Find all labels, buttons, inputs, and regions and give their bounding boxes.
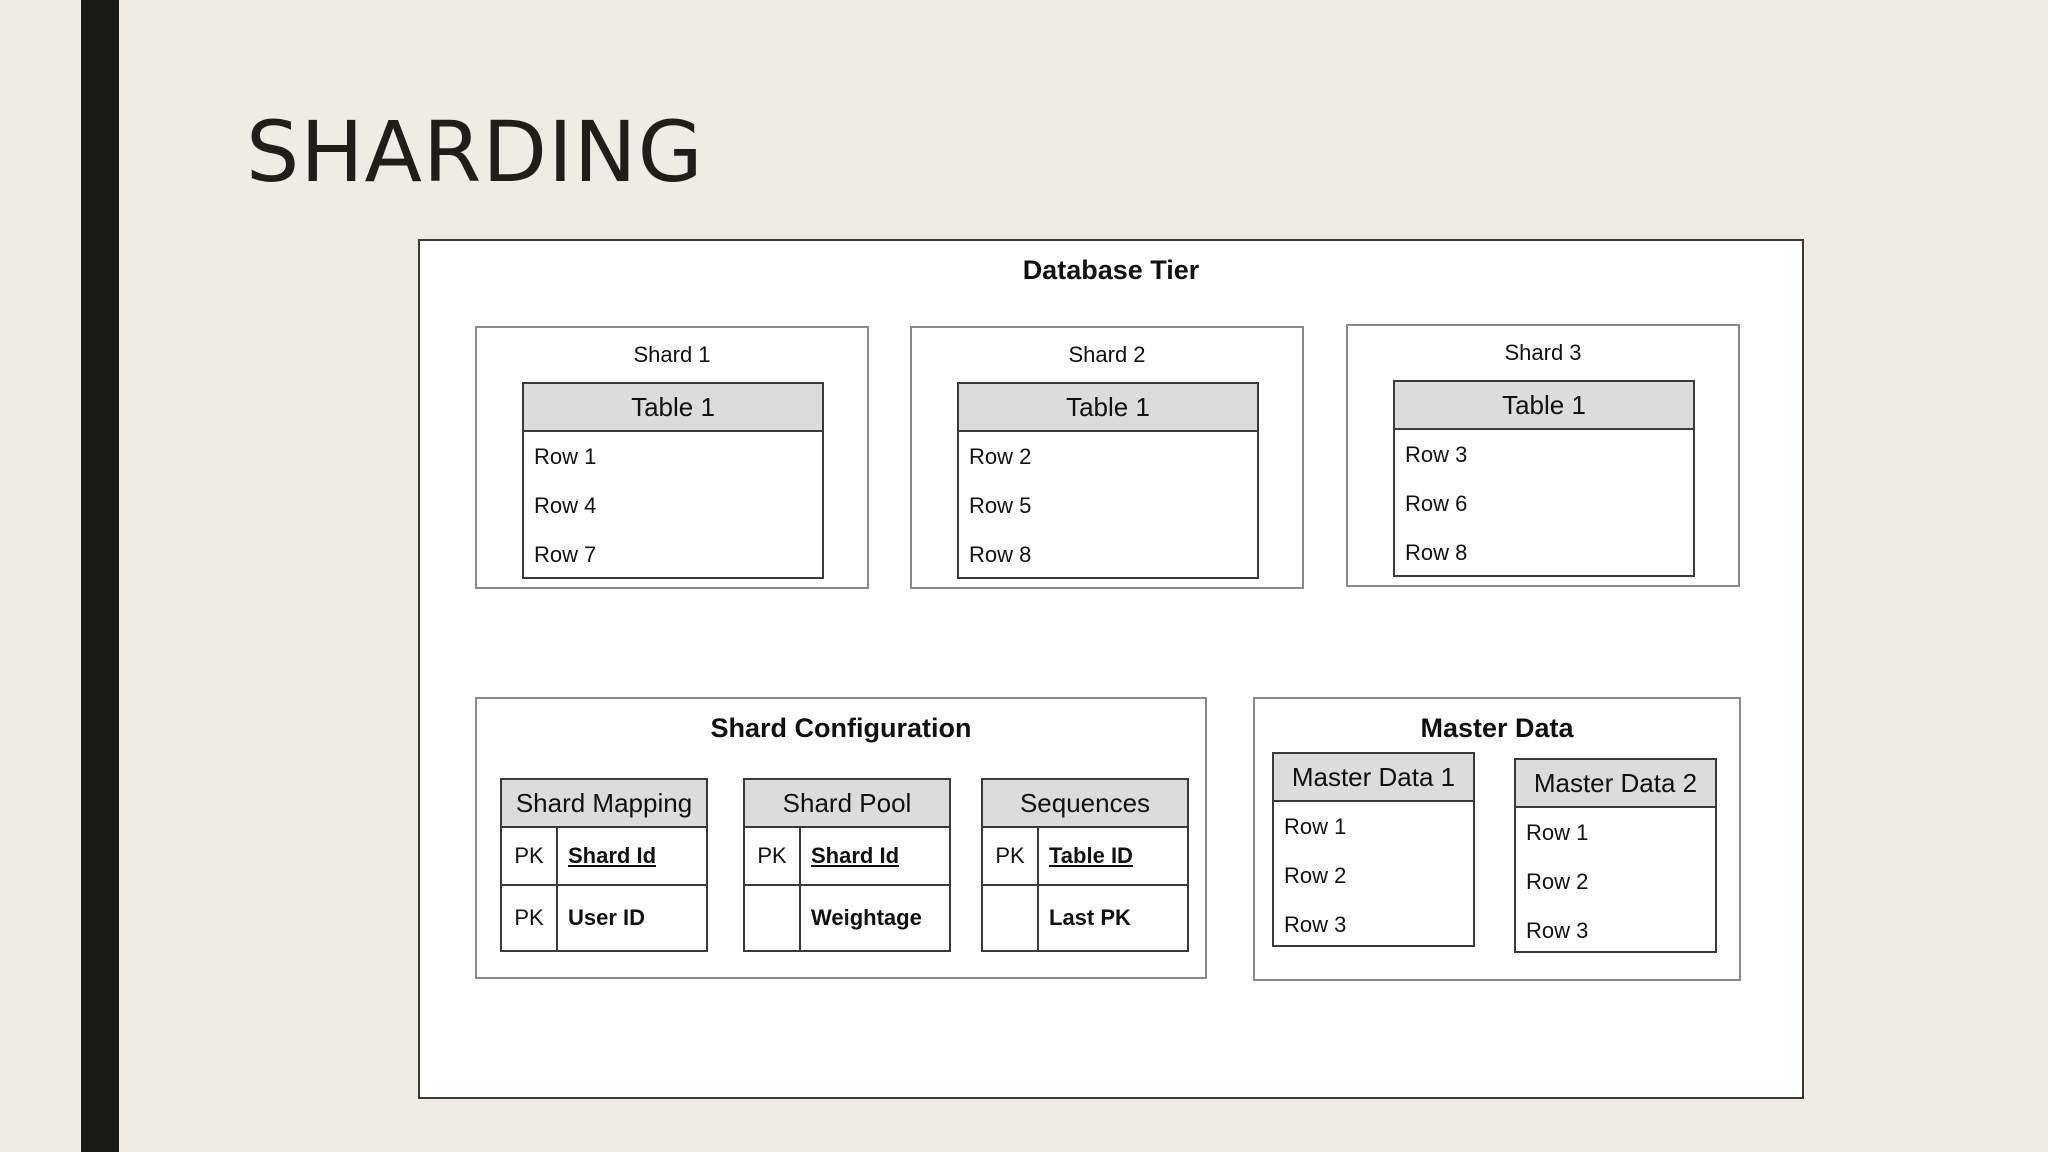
shard-mapping-entity: [500, 778, 708, 952]
entity-key: [983, 886, 1039, 950]
table-row: Row 1: [534, 443, 597, 469]
table-header: Table 1: [1395, 382, 1693, 430]
table-row: Row 8: [969, 541, 1032, 567]
database-tier-title: Database Tier: [1022, 255, 1200, 285]
entity-field: Last PK: [1049, 905, 1131, 930]
shard-2-box: [910, 326, 1304, 589]
shard-label: Shard 1: [633, 342, 711, 367]
table-row: Row 6: [1405, 490, 1468, 516]
table-row: Row 3: [1405, 441, 1468, 467]
table-row: Row 5: [969, 492, 1032, 518]
slide-side-bar: [81, 0, 119, 1152]
entity-row: [502, 884, 706, 950]
table-row: Row 1: [1284, 813, 1347, 839]
table-header: Table 1: [524, 384, 822, 432]
table-row: Row 2: [1526, 868, 1589, 894]
entity-field: Weightage: [811, 905, 922, 930]
table-header: Master Data 1: [1274, 754, 1473, 802]
entity-field: User ID: [568, 905, 646, 930]
table-header: Master Data 2: [1516, 760, 1715, 808]
entity-field: Table ID: [1049, 843, 1133, 868]
shard-table: [1393, 380, 1695, 577]
slide-title: SHARDING: [246, 103, 704, 201]
entity-header: Shard Mapping: [502, 780, 706, 828]
database-tier-diagram: [418, 239, 1804, 1099]
entity-key: PK: [502, 886, 558, 950]
master-data-1-table: [1272, 752, 1475, 947]
table-row: Row 2: [1284, 862, 1347, 888]
table-header: Table 1: [959, 384, 1257, 432]
shard-table: [957, 382, 1259, 579]
shard-1-box: [475, 326, 869, 589]
table-row: Row 2: [969, 443, 1032, 469]
entity-key: PK: [745, 828, 801, 884]
shard-pool-entity: [743, 778, 951, 952]
entity-header: Shard Pool: [745, 780, 949, 828]
shard-table: [522, 382, 824, 579]
entity-key: [745, 886, 801, 950]
master-data-box: [1253, 697, 1741, 981]
shard-configuration-title: Shard Configuration: [710, 713, 972, 743]
entity-row: [983, 884, 1187, 950]
table-row: Row 4: [534, 492, 597, 518]
entity-key: PK: [983, 828, 1039, 884]
shard-3-box: [1346, 324, 1740, 587]
table-row: Row 3: [1284, 911, 1347, 937]
table-row: Row 7: [534, 541, 597, 567]
entity-row: [745, 828, 949, 884]
entity-row: [745, 884, 949, 950]
entity-header: Sequences: [983, 780, 1187, 828]
entity-key: PK: [502, 828, 558, 884]
master-data-title: Master Data: [1420, 713, 1574, 743]
entity-field: Shard Id: [811, 843, 900, 868]
shard-label: Shard 3: [1504, 340, 1582, 365]
table-row: Row 1: [1526, 819, 1589, 845]
entity-row: [502, 828, 706, 884]
entity-row: [983, 828, 1187, 884]
entity-field: Shard Id: [568, 843, 657, 868]
shard-configuration-box: [475, 697, 1207, 979]
table-row: Row 8: [1405, 539, 1468, 565]
master-data-2-table: [1514, 758, 1717, 953]
sequences-entity: [981, 778, 1189, 952]
shard-label: Shard 2: [1068, 342, 1146, 367]
table-row: Row 3: [1526, 917, 1589, 943]
